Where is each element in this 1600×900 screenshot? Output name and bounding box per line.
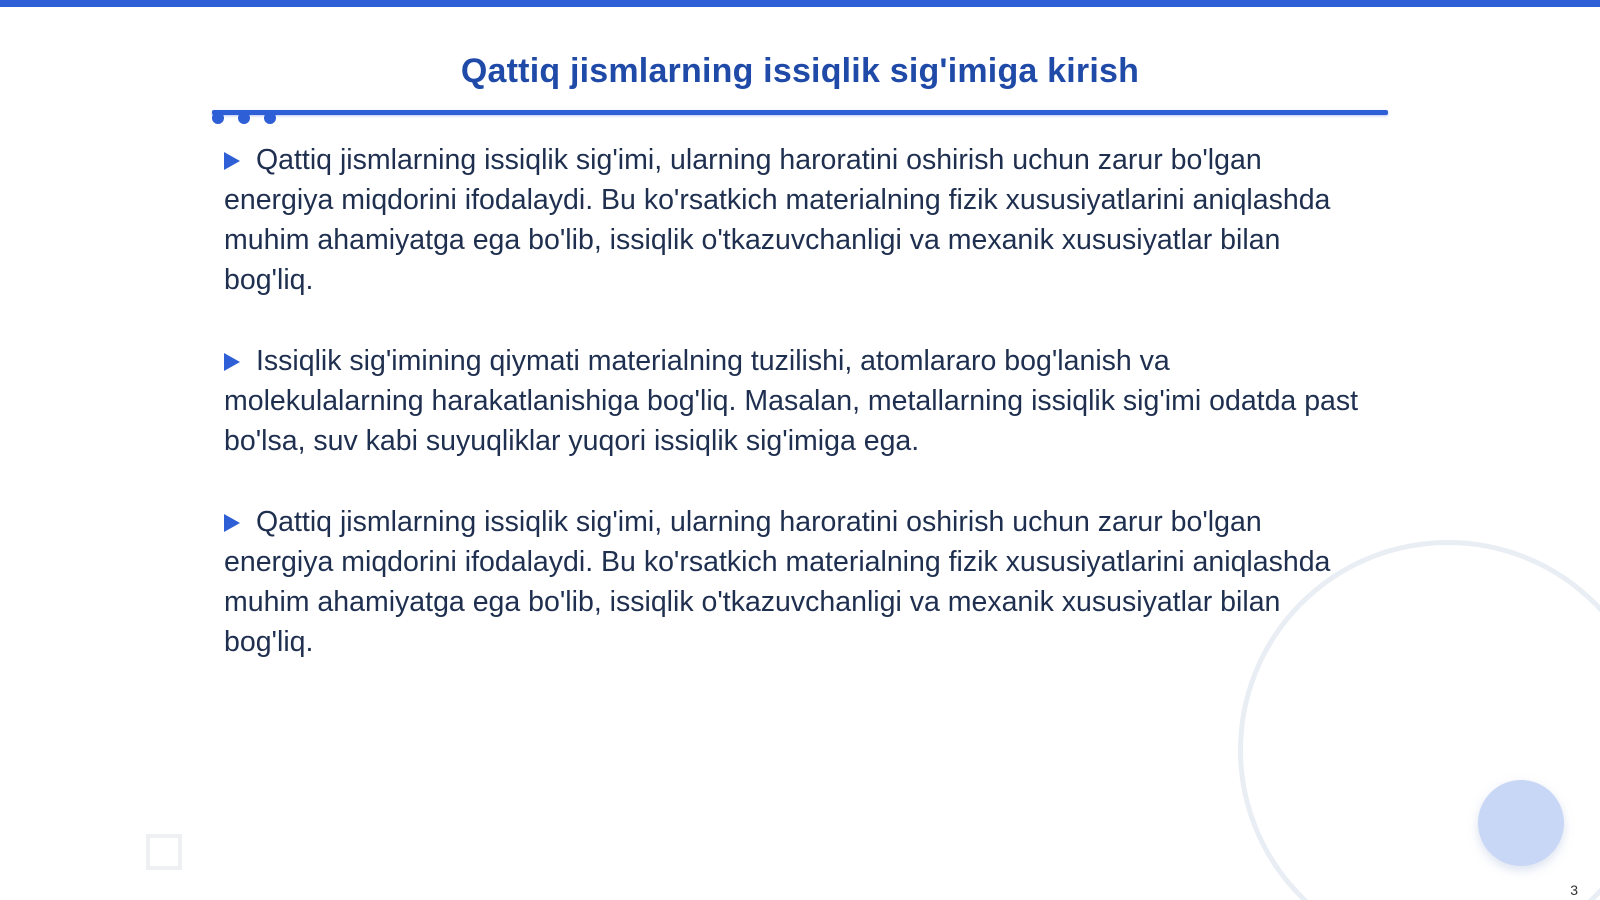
triangle-right-icon: [224, 514, 240, 532]
page-number: 3: [1570, 882, 1578, 898]
triangle-right-icon: [224, 152, 240, 170]
bullet-text: Qattiq jismlarning issiqlik sig'imi, ularning haroratini oshirish uchun zarur bo'lgan energiya miqdorini ifodalaydi. Bu ko'rsatkich materialning fizik xususiyatlarini aniqlashda muhim ahamiyatga ega bo'lib, issiqlik o'tkazuvchanligi va mexanik xususiyatlar bilan bog'liq.: [224, 144, 1331, 296]
bullet-text: Issiqlik sig'imining qiymati materialning tuzilishi, atomlararo bog'lanish va molekulalarning harakatlanishiga bog'liq. Masalan, metallarning issiqlik sig'imi odatda past bo'lsa, suv kabi suyuqliklar yuqori issiqlik sig'imiga ega.: [224, 345, 1359, 457]
bullet-paragraph-1: [224, 140, 1364, 300]
bullet-paragraph-2: [224, 341, 1364, 461]
slide-title: Qattiq jismlarning issiqlik sig'imiga kirish: [460, 52, 1140, 90]
title-underline: [212, 110, 1388, 115]
decorative-square: [146, 834, 182, 870]
decorative-circle: [1478, 780, 1564, 866]
triangle-right-icon: [224, 353, 240, 371]
decorative-dot-3: [264, 112, 276, 124]
bullet-paragraph-3: [224, 502, 1364, 662]
decorative-dot-1: [212, 112, 224, 124]
top-accent-bar: [0, 0, 1600, 7]
bullet-text: Qattiq jismlarning issiqlik sig'imi, ularning haroratini oshirish uchun zarur bo'lgan energiya miqdorini ifodalaydi. Bu ko'rsatkich materialning fizik xususiyatlarini aniqlashda muhim ahamiyatga ega bo'lib, issiqlik o'tkazuvchanligi va mexanik xususiyatlar bilan bog'liq.: [224, 506, 1331, 658]
decorative-dot-2: [238, 112, 250, 124]
bullet-list: [224, 140, 1364, 703]
